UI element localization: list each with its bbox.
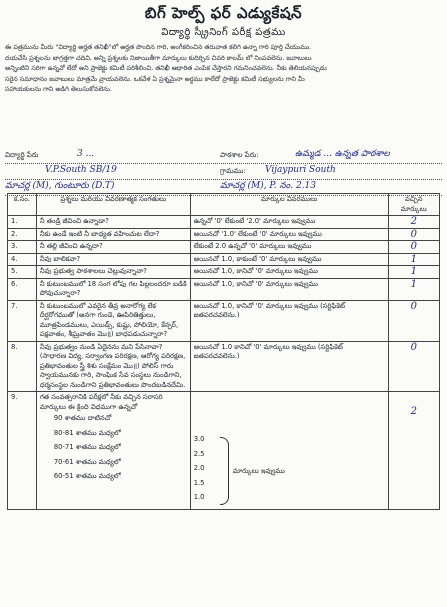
mandal-district-value[interactable]: మాచర్ల (M), గుంటూరు (D.T) <box>5 181 115 191</box>
table-row <box>8 241 440 254</box>
table-row <box>8 253 440 266</box>
col-header-marks-info: మార్కుల వివరములు <box>190 194 388 216</box>
instruction-line: అన్నింటిని సరిగా ఉన్నవో లేదో అని ప్రాజెక్టు కమిటీ పరిశీలించి, తనిఖీ ఆధారిత ఎంపిక చేస్తారని గమనించవలెను. నీకు తెలియనప్పుడు <box>5 64 327 72</box>
score-value: 1 <box>410 278 417 290</box>
table-row <box>8 228 440 241</box>
score-value: 1 <box>410 253 417 265</box>
score-value: 0 <box>410 341 417 353</box>
row-number: 7. <box>8 300 37 341</box>
address-value[interactable]: మాచర్ల (M), P. నం. 2.13 <box>220 181 317 191</box>
score-cell[interactable] <box>388 392 439 510</box>
row-marks-info: అయినచో 1.0, కాకుంటే '0' మార్కులు ఇవ్వుము <box>190 253 388 266</box>
table-row <box>8 392 440 510</box>
row-number: 2. <box>8 228 37 241</box>
score-cell[interactable] <box>388 266 439 279</box>
band-label: 70-61 శాతము మధ్యలో <box>53 457 121 466</box>
score-cell[interactable] <box>388 228 439 241</box>
col-header-number: క.సం. <box>8 194 37 216</box>
instruction-line: ఈ పత్రమును మీరు "విద్యార్థి అర్హత తనిఖీ"లో అర్హత పొందిన గారి, అంగీకరించిన తరువాత కలిగి ఉన్నా గారి పూర్తి చేయుము. <box>5 43 312 51</box>
village-value[interactable]: Vijaypuri South <box>265 165 336 175</box>
row-marks-info: అయినచో '1.0' లేకుంటే '0' మార్కులు ఇవ్వుము <box>190 228 388 241</box>
row-question: నీ తండ్రి జీవించి ఉన్నాడా? <box>36 216 190 229</box>
row-number: 5. <box>8 266 37 279</box>
band-point: 2.0 <box>193 464 205 472</box>
score-cell[interactable] <box>388 216 439 229</box>
instruction-line: సరైన సమాధానం జవాబులు మాత్రమే వ్రాయవలెను. ఒకవేళ ఏ ప్రశ్నమైనా అర్థము కాలేదో ప్రాజెక్టు కమిటీ సభ్యులను గాని మీ <box>5 74 305 83</box>
details-row <box>5 166 442 180</box>
school-name-value[interactable]: ఉమ్మడ ... ఉన్నత పాఠశాల <box>295 149 390 159</box>
instructions-paragraph <box>5 42 442 95</box>
band-point: 3.0 <box>193 435 205 443</box>
table-row <box>8 278 440 300</box>
student-id-value[interactable]: V.P.South SB/19 <box>45 165 117 175</box>
score-value: 2 <box>410 406 417 417</box>
row-number: 4. <box>8 253 37 266</box>
village-label: గ్రామము: <box>220 167 246 175</box>
bands-note: మార్కులు ఇవ్వుము <box>232 466 285 475</box>
band-point: 1.0 <box>193 493 205 501</box>
score-value: 2 <box>410 216 417 227</box>
col-header-question: ప్రశ్నలు మరియు వివరణాత్మక సంగతులు <box>36 194 190 216</box>
row-question: నీ కుటుంబములో 18 సంగ లోపు గల పిల్లలందరూ బడికి పోవుచున్నారా? <box>36 278 190 300</box>
student-name-value[interactable]: 3 ... <box>77 149 95 159</box>
row-question: నీవు బాలికవా? <box>36 253 190 266</box>
marks-bracket <box>194 435 385 508</box>
row-marks-info: అయినచో 1.0, కానిచో '0' మార్కులు ఇవ్వుము (సర్టిఫికెట్ జతపరచవలెను.) <box>190 300 388 341</box>
form-title: బిగ్ హెల్ప్ ఫర్ ఎడ్యుకేషన్ <box>144 4 303 22</box>
row-question: నీ తల్లి జీవించి ఉన్నదా? <box>36 241 190 254</box>
row-marks-info: లేకుంటే 2.0 ఉన్నచో '0' మార్కులు ఇవ్వుము <box>190 241 388 254</box>
band-label: 60-51 శాతము మధ్యలో <box>53 472 121 480</box>
row-question: నీవు ప్రభుత్వం నుండి ఏదైనను మని పేసినావా? (సాధారణ విద్య, సర్వాంగణ పరిరక్షణ, ఆరోగ్య పరిరక్షణ, ప్రతిభావంతుల స్త్రీ శిశు సంక్షేమం మొ॥) పోలిస్ గారు స్వాయమునకు గారి, సాంఘిక సేవ సంస్థలు నుండిగాని, ధర్మసంస్థల నుండిగాని ప్రతిభావంతులు పొందబడినదేమి. <box>36 341 190 392</box>
school-name-label: పాఠశాల పేరు: <box>220 151 259 159</box>
row-marks-info: ఉన్నచో '0' లేకుంటే '2.0' మార్కులు ఇవ్వుము <box>190 216 388 229</box>
form-subtitle: విద్యార్థి స్క్రీనింగ్ పరీక్ష పత్రము <box>161 27 286 38</box>
score-value: 0 <box>410 241 417 252</box>
score-cell[interactable] <box>388 253 439 266</box>
row-question: నీవు ప్రభుత్వ పాఠశాలలు చెల్లువున్నావా? <box>36 266 190 279</box>
table-row <box>8 266 440 279</box>
table-row <box>8 300 440 341</box>
row-question <box>36 392 190 510</box>
score-cell[interactable] <box>388 278 439 300</box>
row-marks-info: అయినచో 1.0, కానిచో '0' మార్కులు ఇవ్వుము <box>190 278 388 300</box>
table-row <box>8 216 440 229</box>
band-point: 1.5 <box>193 478 205 487</box>
student-details <box>5 150 442 198</box>
row-number: 3. <box>8 241 37 254</box>
score-value: 0 <box>410 300 417 312</box>
score-cell[interactable] <box>388 341 439 392</box>
band-label: 80-81 శాతము మధ్యలో <box>53 428 121 437</box>
details-row <box>5 150 442 164</box>
question-text: గత సంవత్సరానికి పరీక్షలో నీకు వచ్చిన సరాసరి మార్కులు ఈ క్రింది విధముగా ఉన్నచో <box>39 393 163 411</box>
band-points <box>194 435 216 508</box>
score-cell[interactable] <box>388 300 439 341</box>
col-header-score: వచ్చిన మార్కులు <box>388 194 439 216</box>
row-question: నీ కుటుంబములో ఎవరైన తీవ్ర అనారోగ్య లేక దీర్ఘరోగముతో (అనగా గుండె, ఊపిరితిత్తులు, మూత్రపిండములు, ఎయిడ్స్, కుష్టు, పోలియో, కేన్సర్, పక్షవాతం, శీఘ్రవాతం మొ॥) బాధపడుచున్నారా? <box>36 300 190 341</box>
instruction-line: దయచేసి ప్రశ్నలను జాగ్రత్తగా చదివి, అన్ని ప్రశ్నలకు నిజాయితీగా మార్కులు కుదిర్చిన చివరి కాలమ్ లో నింపవలెను. జవాబులు <box>5 53 312 62</box>
row-number: 1. <box>8 216 37 229</box>
row-number: 8. <box>8 341 37 392</box>
student-name-label: విద్యార్థి పేరు <box>5 151 39 159</box>
score-value: 1 <box>410 266 417 277</box>
band-label: 80-71 శాతము మధ్యలో <box>53 443 121 451</box>
band-point: 2.5 <box>193 449 205 458</box>
table-row <box>8 341 440 392</box>
row-marks-info: అయినచో 1.0, కానిచో '0' మార్కులు ఇవ్వుము <box>190 266 388 279</box>
score-cell[interactable] <box>388 241 439 254</box>
row-marks-info <box>190 392 388 510</box>
row-question: నీకు ఉండే ఇంటి నీ బాధ్యత వహించుట లేదా? <box>36 228 190 241</box>
row-marks-info: అయినచో 1.0 కానిచో '0' మార్కులు ఇవ్వుము (సర్టిఫికెట్ జతపరచవలెను.) <box>190 341 388 392</box>
row-number: 9. <box>8 392 37 510</box>
brace-icon <box>220 437 229 505</box>
band-label: 90 శాతము దాటినచో <box>53 414 112 422</box>
row-number: 6. <box>8 278 37 300</box>
score-value: 0 <box>410 228 417 240</box>
screening-table <box>7 193 440 510</box>
table-header-row <box>8 194 440 216</box>
instruction-line: సహాయకులను గాని అడిగి తెలుసుకోవలెను. <box>5 85 112 93</box>
